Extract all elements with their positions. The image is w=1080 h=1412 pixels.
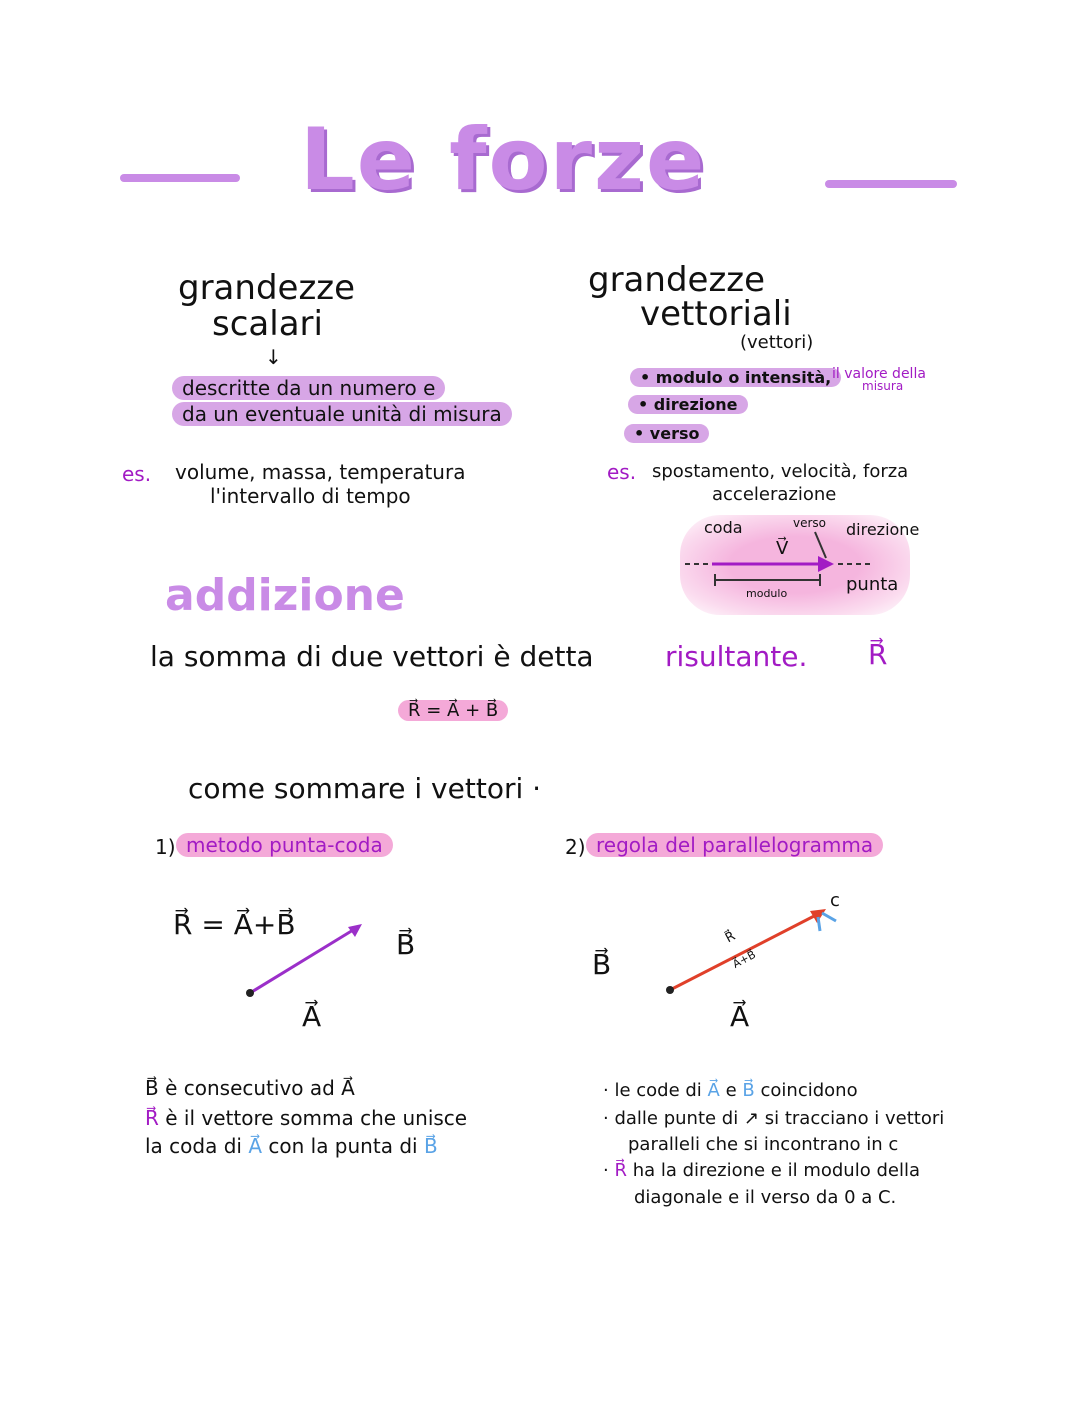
vettoriali-heading-1: grandezze [588, 260, 766, 300]
title-rule-right [825, 180, 957, 188]
metodo2-sum-label: A⃗+B⃗ [730, 948, 758, 971]
scalari-desc-1: descritte da un numero e [172, 376, 445, 400]
metodo2-bullet-2-cont: paralleli che si incontrano in c [628, 1134, 899, 1155]
risultante-symbol: R⃗ [868, 638, 888, 671]
addizione-heading: addizione [165, 570, 405, 621]
metodo2-title: regola del parallelogramma [586, 833, 883, 857]
bullet-3-post: ha la direzione e il modulo della [632, 1160, 920, 1181]
vettoriali-es-1: spostamento, velocità, forza [652, 461, 909, 482]
come-sommare-heading: come sommare i vettori · [188, 772, 542, 805]
diagram-verso-label: verso [793, 516, 827, 530]
metodo1-title: metodo punta-coda [176, 833, 393, 857]
b-symbol: B⃗ [742, 1080, 755, 1101]
metodo2-b-label: B⃗ [592, 948, 612, 981]
bullet-1-mid: e [725, 1080, 737, 1101]
a-symbol: A⃗ [248, 1134, 263, 1158]
diagram-modulo-label: modulo [746, 587, 788, 600]
vettoriali-es-2: accelerazione [712, 484, 837, 505]
line-2-text: è il vettore somma che unisce [165, 1106, 468, 1130]
line-3-text-a: la coda di [145, 1134, 242, 1158]
scalari-desc-2: da un eventuale unità di misura [172, 402, 512, 426]
metodo2-bullet-3-cont: diagonale e il verso da 0 a C. [634, 1187, 897, 1208]
metodo1-equation: R⃗ = A⃗+B⃗ [173, 908, 296, 941]
diagram-coda-label: coda [704, 518, 743, 537]
bullet-3-pre: · [603, 1160, 609, 1181]
scalari-es-2: l'intervallo di tempo [210, 484, 411, 508]
vettoriali-sub: (vettori) [740, 332, 814, 353]
scalari-heading-2: scalari [212, 304, 323, 344]
diagram-punta-label: punta [846, 574, 899, 595]
metodo2-bullet-2: · dalle punte di ↗ si tracciano i vettori [603, 1108, 945, 1129]
scalari-es-label: es. [122, 462, 152, 486]
scalari-heading-1: grandezze [178, 268, 356, 308]
bullet-1-post: coincidono [760, 1080, 858, 1101]
metodo2-bullet-1 [603, 1080, 858, 1101]
vettoriali-es-label: es. [607, 460, 637, 484]
r-symbol: R⃗ [614, 1160, 627, 1181]
modulo-note-2: misura [862, 379, 904, 393]
diagram-direzione-label: direzione [846, 520, 920, 539]
sum-formula: R⃗ = A⃗ + B⃗ [398, 700, 508, 721]
metodo1-line-3 [145, 1134, 438, 1158]
metodo2-a-label: A⃗ [730, 1000, 750, 1033]
metodo2-resultant-arrow [660, 895, 850, 1000]
risultante-word: risultante. [665, 640, 808, 673]
metodo2-number: 2) [565, 835, 586, 859]
metodo1-line-2 [145, 1106, 467, 1130]
vettoriali-item-modulo: • modulo o intensità, [630, 368, 841, 387]
scalari-es-1: volume, massa, temperatura [175, 460, 466, 484]
vettoriali-item-direzione: • direzione [628, 395, 748, 414]
addizione-sentence: la somma di due vettori è detta [150, 640, 594, 673]
down-arrow-icon: ↓ [265, 345, 282, 369]
r-symbol: R⃗ [145, 1106, 159, 1130]
title-rule-left [120, 174, 240, 182]
metodo1-b-label: B⃗ [396, 928, 416, 961]
modulo-note-1: il valore della [832, 366, 926, 382]
metodo1-number: 1) [155, 835, 176, 859]
page-title: Le forze [300, 110, 707, 210]
bullet-1-pre: · le code di [603, 1080, 702, 1101]
vettoriali-heading-2: vettoriali [640, 294, 792, 334]
point-c-label: c [830, 890, 840, 911]
vettoriali-item-verso: • verso [624, 424, 709, 443]
b-symbol: B⃗ [423, 1134, 438, 1158]
metodo2-r-label: R⃗ [723, 928, 739, 947]
metodo1-a-label: A⃗ [302, 1000, 322, 1033]
a-symbol: A⃗ [707, 1080, 720, 1101]
diagram-vector-label: V⃗ [776, 538, 789, 559]
line-3-text-b: con la punta di [268, 1134, 418, 1158]
metodo2-bullet-3 [603, 1160, 920, 1181]
metodo1-line-1: B⃗ è consecutivo ad A⃗ [145, 1076, 355, 1100]
metodo1-vector-arrow [240, 915, 370, 1005]
